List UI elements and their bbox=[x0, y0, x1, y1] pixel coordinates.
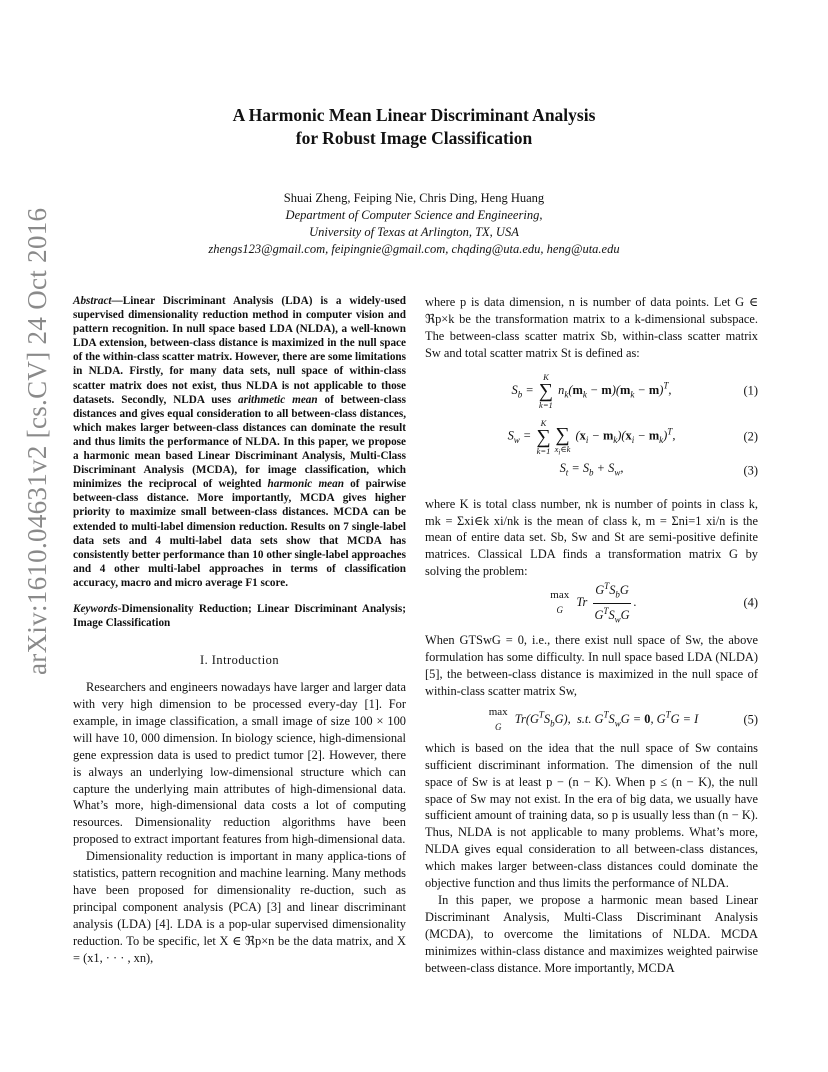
affiliation-line-1: Department of Computer Science and Engineering, bbox=[285, 208, 543, 222]
abstract-text-2: of between-class distances and gives equal consideration to all between-class distances, which makes larger between-class distances can dominate the result and thus limits the performance of NLDA. In this paper, we propose a harmonic mean based Linear Discriminant Analysis, Multi-Class Discriminant Analysis (MCDA), for image classification, which minimizes the reciprocal of weighted bbox=[73, 393, 406, 491]
author-block bbox=[0, 190, 828, 258]
scatter-matrix-intro: where p is data dimension, n is number of data points. Let G ∈ ℜp×k be the transformation matrix to a k-dimensional subspace. The between-class scatter matrix Sb, within-class scatter matrix Sw and total scatter matrix St is defined as: bbox=[425, 295, 758, 360]
abstract-heading: Abstract bbox=[73, 295, 112, 307]
class-definition-paragraph: where K is total class number, nk is number of points in class k, mk = Σxi∈k xi/nk is the mean of class k, m = Σni=1 xi/n is the mean of entire data set. Sb, Sw and St are semi-positive definite matrices. Classical LDA finds a transformation matrix G by solving the problem: bbox=[425, 496, 758, 579]
equation-2: $S_w$ = K ∑ k=1 ∑ $x_i\in k$ $(x_i - m_k)(x_i - m_k)^T$, (2) bbox=[507, 417, 758, 457]
equation-1: $S_b$ = K ∑ k=1 $n_k(m_k - m)(m_k - m)^T$, (1) bbox=[511, 371, 758, 410]
proposal-paragraph: In this paper, we propose a harmonic mean based Linear Discriminant Analysis, Multi-Class Discriminant Analysis (MCDA), to overcome the limitations of NLDA. MCDA minimizes within-class distance and maximizes weighted pairwise between-class distance. More importantly, MCDA bbox=[425, 892, 758, 975]
abstract-emphasis-2: harmonic mean bbox=[267, 478, 344, 491]
abstract-text-1: —Linear Discriminant Analysis (LDA) is a widely-used supervised dimensionality reduction method in computer vision and pattern recognition. In null space based LDA (NLDA), a well-known LDA extension, between-class distance is maximized in the null space of the within-class scatter matrix. However, there are some limitations in NLDA. Firstly, for many data sets, null space of within-class scatter matrix does not exist, thus NLDA is not applicable to those datasets. Secondly, NLDA uses bbox=[73, 295, 406, 406]
title-line-1: A Harmonic Mean Linear Discriminant Analysis bbox=[232, 105, 596, 125]
nlda-paragraph: When GTSwG = 0, i.e., there exist null space of Sw, the above formulation has some difficulty. In null space based LDA (NLDA) [5], the between-class distance is maximized in the null space of within-class scatter matrix Sw, bbox=[425, 633, 758, 698]
equation-number-2: (2) bbox=[743, 429, 758, 444]
left-column bbox=[73, 294, 406, 966]
null-space-paragraph: which is based on the idea that the null space of Sw contains sufficient discriminant information. The dimension of the null space of Sw is at least p − (n − K). When p ≤ (n − K), the null space of Sw may not exist. In the era of big data, we usually have sufficient amount of training data, so p is usually less than (n − K). Thus, NLDA is not applicable to many problems. What’s more, NLDA gives equal consideration to all between-class distances, which makes larger between-class distances could dominate the objective function and thus limits the performance of NLDA. bbox=[425, 740, 758, 891]
affiliation-line-2: University of Texas at Arlington, TX, USA bbox=[309, 225, 519, 239]
equation-4: max G Tr $\frac{G^TS_bG}{G^TS_wG}$ . (4) bbox=[550, 581, 758, 625]
arxiv-stamp: arXiv:1610.04631v2 [cs.CV] 24 Oct 2016 bbox=[22, 207, 52, 675]
equation-number-4: (4) bbox=[743, 595, 758, 610]
equation-number-5: (5) bbox=[743, 712, 758, 727]
abstract bbox=[73, 294, 406, 590]
right-column bbox=[425, 294, 758, 976]
intro-paragraph-1: Researchers and engineers nowadays have larger and larger data with very high dimension to be processed every-day [1]. For example, in image classification, a small image of size 100 × 100 will have 10, 000 dimension. In biology science, high-dimensional gene expression data is used to predict tumor [2]. However, there is always an underlying low-dimensional structure which can capture the underlying main attributes of high-dimensional data. What’s more, high-dimensional data costs a lot of computing resources. Dimensionality reduction algorithms have been proposed to extract important features from high-dimensional data. bbox=[73, 680, 406, 847]
section-heading-introduction: I. Introduction bbox=[199, 653, 280, 668]
equation-number-3: (3) bbox=[743, 463, 758, 478]
abstract-emphasis-1: arithmetic mean bbox=[238, 393, 318, 406]
equation-5: max G $Tr(G^TS_bG)$, s.t. $G^TS_wG = 0$, $G^TG = I$ (5) bbox=[488, 705, 758, 732]
title-line-2: for Robust Image Classification bbox=[295, 128, 533, 148]
keywords-text: -Dimensionality Reduction; Linear Discriminant Analysis; Image Classification bbox=[73, 602, 406, 630]
keywords-heading: Keywords bbox=[73, 602, 118, 615]
author-emails: zhengs123@gmail.com, feipingnie@gmail.com, chqding@uta.edu, heng@uta.edu bbox=[208, 242, 620, 256]
author-names: Shuai Zheng, Feiping Nie, Chris Ding, Heng Huang bbox=[283, 191, 545, 205]
abstract-text-3: of pairwise between-class distance. More importantly, MCDA gives higher priority to maximize small between-class distances. MCDA can be extended to multi-label dimension reduction. Results on 7 single-label data sets and 4 multi-label data sets show that MCDA has consistently better performance than 10 other single-label approaches and 4 other multi-label approaches in terms of classification accuracy, macro and micro average F1 score. bbox=[73, 478, 407, 589]
equation-3: $S_t = S_b + S_w$, (3) bbox=[559, 460, 758, 478]
keywords bbox=[73, 602, 406, 630]
paper-title bbox=[0, 104, 828, 150]
equation-number-1: (1) bbox=[743, 383, 758, 398]
intro-paragraph-2: Dimensionality reduction is important in many applica-tions of statistics, pattern recognition and machine learning. Many methods have been proposed for dimensionality re-duction, such as principal component analysis (PCA) [3] and linear discriminant analysis (LDA) [4]. LDA is a pop-ular supervised dimensionality reduction. To be specific, let X ∈ ℜp×n be the data matrix, and X = (x1, · · · , xn), bbox=[73, 849, 406, 965]
